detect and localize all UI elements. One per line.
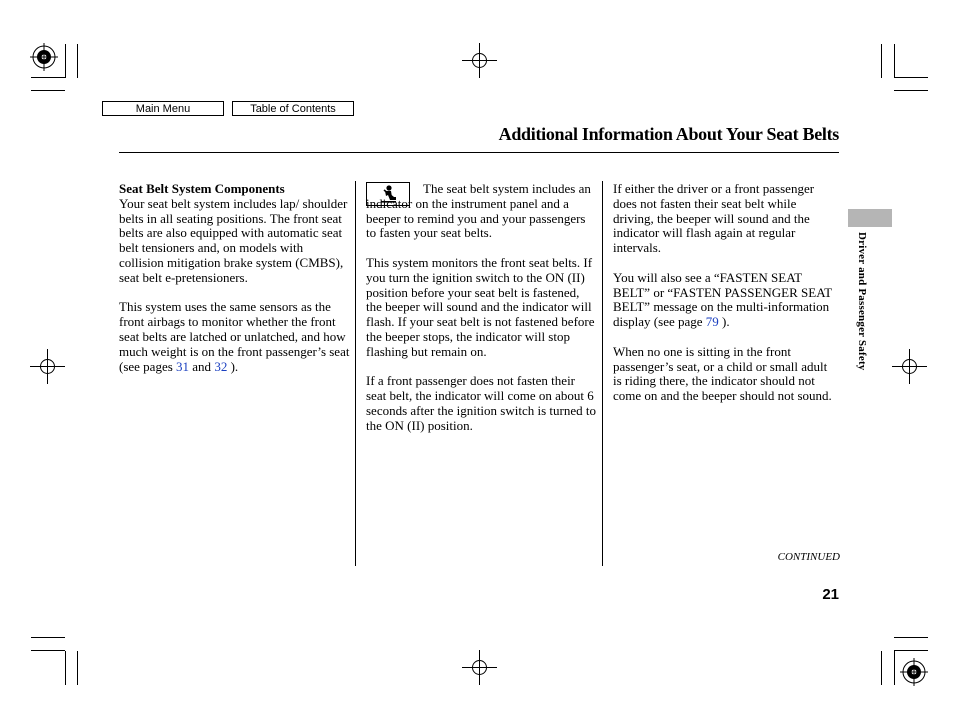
column-3 — [613, 182, 838, 419]
paragraph-text: This system uses the same sensors as the front airbags to monitor whether the front seat belts are latched or unlatched, and how much weight is on the front passenger’s seat (see pages — [119, 299, 350, 374]
column-1 — [119, 182, 351, 389]
table-of-contents-button[interactable]: Table of Contents — [232, 101, 354, 116]
paragraph-text: You will also see a “FASTEN SEAT BELT” or “FASTEN PASSENGER SEAT BELT” message on the multi-information display (see page — [613, 269, 832, 330]
page-title: Additional Information About Your Seat Belts — [498, 124, 839, 144]
paragraph: If either the driver or a front passenger does not fasten their seat belt while driving, the beeper will sound and the indicator will flash again at regular intervals. — [613, 181, 815, 256]
paragraph — [613, 271, 838, 330]
paragraph — [119, 300, 351, 374]
section-label: Driver and Passenger Safety — [856, 232, 868, 371]
page-link-79[interactable]: 79 — [705, 314, 719, 330]
column-divider-2 — [602, 181, 603, 566]
page-link-32[interactable]: 32 — [214, 358, 228, 374]
paragraph: When no one is sitting in the front passenger’s seat, or a child or small adult is riding there, the indicator should not come on and the beeper should not sound. — [613, 343, 832, 404]
continued-label: CONTINUED — [777, 551, 840, 563]
main-menu-button[interactable]: Main Menu — [102, 101, 224, 116]
paragraph: This system monitors the front seat belts. If you turn the ignition switch to the ON (II) position before your seat belt is fastened, the beeper will sound and the indicator will flash. If your seat belt is not fastened before the beeper stops, the indicator will stop flashing but remain on. — [366, 254, 595, 359]
page-link-31[interactable]: 31 — [176, 358, 190, 374]
title-rule — [119, 152, 839, 153]
paragraph: Your seat belt system includes lap/ shoulder belts in all seating positions. The front seat belts are also equipped with automatic seat belt tensioners and, on models with collision mitigation brake system (CMBS), seat belt e-pretensioners. — [119, 195, 348, 285]
paragraph-text: ). — [227, 358, 239, 374]
paragraph-text: and — [189, 358, 215, 374]
paragraph: If a front passenger does not fasten their seat belt, the indicator will come on about 6 seconds after the ignition switch is turned to the ON (II) position. — [366, 373, 596, 433]
section-tab — [848, 209, 892, 227]
section-heading: Seat Belt System Components — [119, 181, 285, 196]
column-2 — [366, 182, 596, 448]
page-number: 21 — [822, 586, 839, 603]
paragraph: The seat belt system includes an indicator on the instrument panel and a beeper to remind you and your passengers to fasten your seat belts. — [366, 181, 591, 241]
paragraph-text: ). — [718, 314, 730, 330]
column-divider-1 — [355, 181, 356, 566]
